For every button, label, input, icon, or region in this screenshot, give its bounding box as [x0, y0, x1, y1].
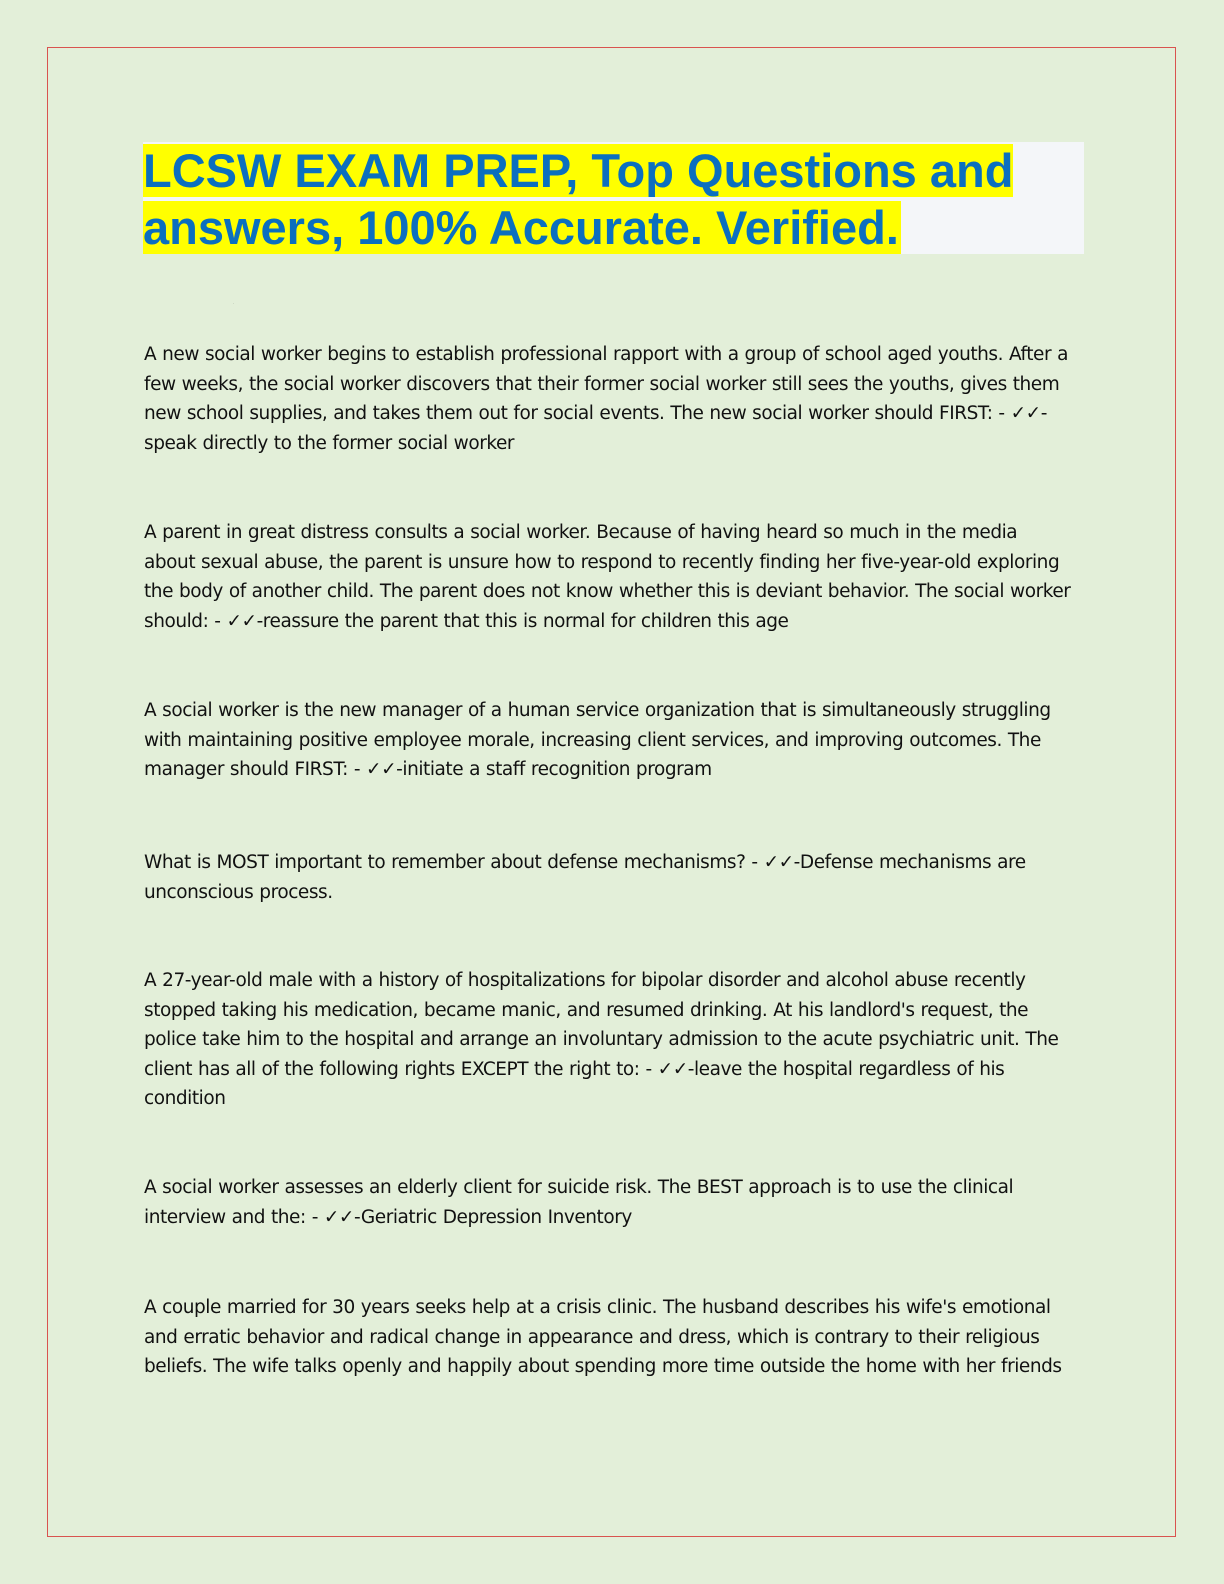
- qa-answer: -Defense mechanisms are unconscious process.: [144, 852, 1026, 903]
- document-title-text: LCSW EXAM PREP, Top Questions and answers, 100% Accurate. Verified.: [143, 144, 1014, 254]
- check-mark-icon: ✓✓: [366, 759, 397, 780]
- title-block: [143, 142, 1084, 254]
- qa-question: A social worker is the new manager of a human service organization that is simultaneously struggling with maintaining positive employee morale, increasing client services, and improving outcomes. The manager should FIRST: -: [144, 700, 1051, 780]
- qa-answer: -reassure the parent that this is normal for children this age: [256, 610, 789, 632]
- document-title: [143, 142, 1084, 256]
- qa-question: A parent in great distress consults a social worker. Because of having heard so much in the media about sexual abuse, the parent is unsure how to respond to recently finding her five-year-old exploring the body of another child. The parent does not know whether this is deviant behavior. The social worker should: -: [144, 522, 1071, 632]
- qa-answer: -initiate a staff recognition program: [396, 759, 712, 780]
- qa-question: A 27-year-old male with a history of hospitalizations for bipolar disorder and alcohol abuse recently stopped taking his medication, became manic, and resumed drinking. At his landlord's request, the police take him to the hospital and arrange an involuntary admission to the acute psychiatric unit. The client has all of the following rights EXCEPT the right to: -: [144, 970, 1059, 1080]
- qa-item: [144, 966, 1074, 1114]
- qa-answer: -Geriatric Depression Inventory: [353, 1206, 632, 1228]
- decorative-dot: [233, 303, 234, 304]
- qa-question: A couple married for 30 years seeks help at a crisis clinic. The husband describes his wife's emotional and erratic behavior and radical change in appearance and dress, which is contrary to their religious beliefs. The wife talks openly and happily about spending more time outside the home with her friends: [144, 1297, 1062, 1377]
- qa-item: [144, 518, 1074, 636]
- qa-item: [144, 1173, 1074, 1232]
- qa-question: A new social worker begins to establish professional rapport with a group of school aged youths. After a few weeks, the social worker discovers that their former social worker still sees the youths, gives them new school supplies, and takes them out for social events. The new social worker should FIRST: -: [144, 344, 1068, 424]
- qa-answer: -speak directly to the former social worker: [144, 403, 1047, 454]
- qa-question: A social worker assesses an elderly client for suicide risk. The BEST approach is to use the clinical interview and the: -: [144, 1177, 1014, 1228]
- qa-item: [144, 340, 1074, 458]
- qa-question: What is MOST important to remember about defense mechanisms? -: [144, 852, 764, 873]
- qa-item: [144, 848, 1074, 907]
- check-mark-icon: ✓✓: [657, 1058, 688, 1080]
- qa-item: [144, 1293, 1074, 1382]
- check-mark-icon: ✓✓: [226, 610, 257, 632]
- check-mark-icon: ✓✓: [763, 852, 794, 873]
- qa-item: [144, 696, 1074, 785]
- check-mark-icon: ✓✓: [323, 1206, 354, 1228]
- check-mark-icon: ✓✓: [1010, 403, 1041, 424]
- qa-answer: -leave the hospital regardless of his condition: [144, 1058, 1005, 1109]
